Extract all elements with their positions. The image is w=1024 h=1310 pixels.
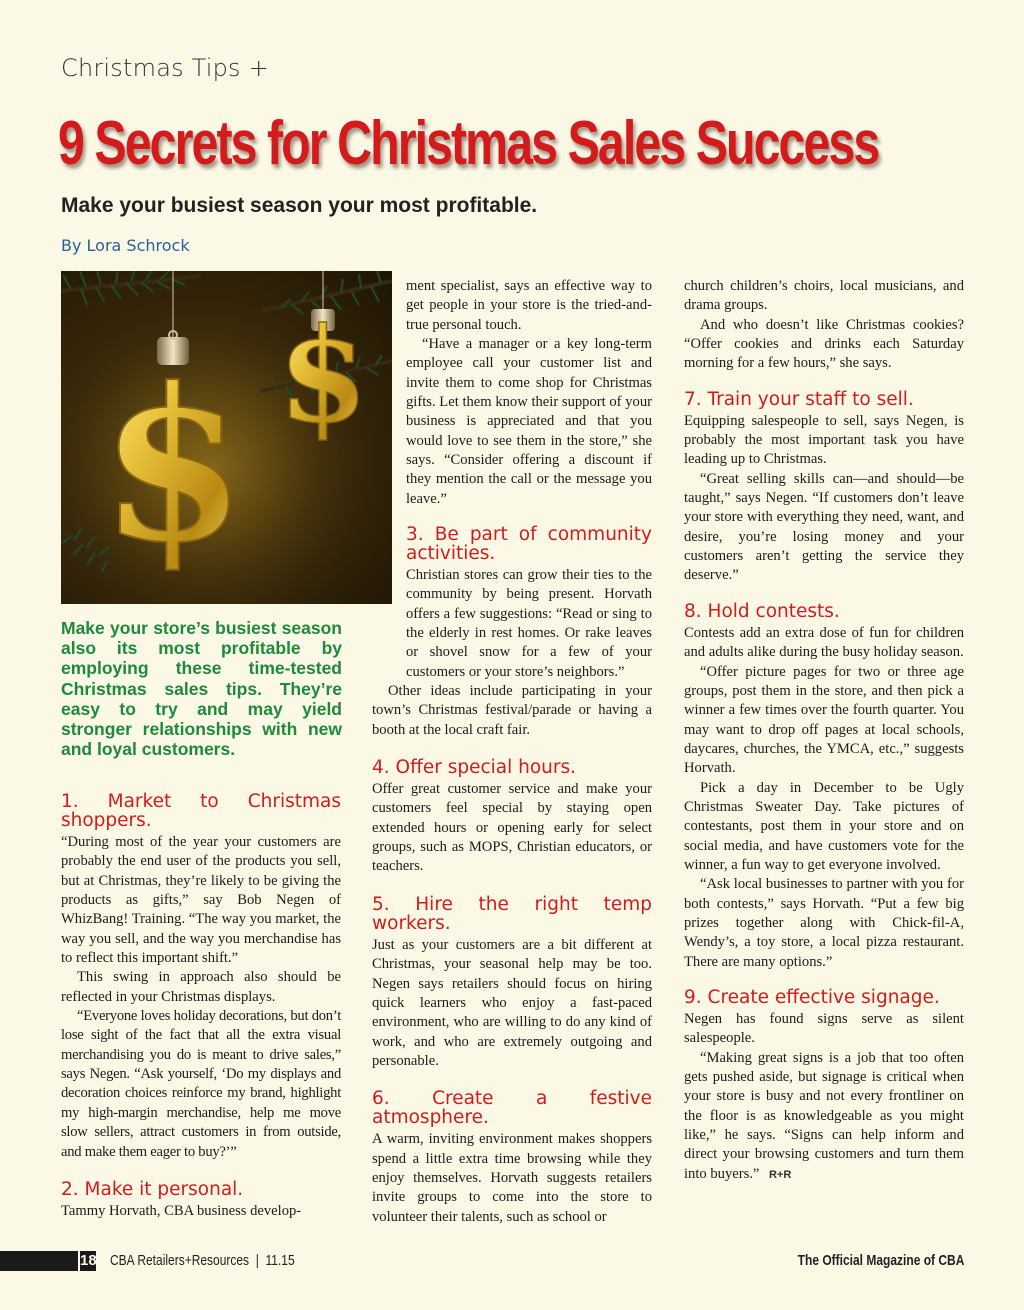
- footer-rule: [0, 1251, 78, 1271]
- final-paragraph-text: “Making great signs is a job that too often gets pushed aside, but signage is critical when your store is busy and not every frontliner on the floor is as knowledgeable as you might like,” he says. “Signs can help inform and direct your browsing customers and turn them into buyers.”: [684, 1049, 964, 1182]
- tip-heading-4: 4. Offer special hours.: [372, 757, 577, 779]
- article-column-2b: [372, 566, 652, 1227]
- article-column-1: [61, 792, 341, 1221]
- tip-heading-2: 2. Make it personal.: [61, 1178, 244, 1200]
- body-paragraph: This swing in approach also should be reflected in your Christmas displays.: [61, 969, 341, 1005]
- dollar-ornament-illustration: [61, 271, 392, 604]
- body-paragraph: “Offer picture pages for two or three age groups, post them in the store, and then pick a winner a few times over the fourth quarter. You may want to drop off pages at local schools, daycares, churches, the YMCA, etc.,” suggests Horvath.: [684, 663, 964, 777]
- tip-heading-7: 7. Train your staff to sell.: [684, 388, 914, 410]
- body-paragraph: Just as your customers are a bit different at Christmas, your seasonal help may be too. Negen says retailers should focus on hiring quick learners who enjoy a fast-paced environment, who are willing to do any kind of work, and who are extremely outgoing and personable.: [372, 936, 652, 1069]
- footer-tagline: The Official Magazine of CBA: [797, 1252, 964, 1269]
- article-headline: 9 Secrets for Christmas Sales Success: [58, 109, 879, 178]
- article-column-3: [684, 277, 964, 1185]
- body-paragraph: Offer great customer service and make your customers feel special by staying open extended hours or opening early for select groups, such as MOPS, Christian educators, or teachers.: [372, 781, 652, 875]
- body-paragraph: Negen has found signs serve as silent salespeople.: [684, 1011, 964, 1047]
- body-paragraph: Pick a day in December to be Ugly Christmas Sweater Day. Take pictures of contestants, post them in your store and on social media, and have customers vote for the winner, a fun way to get everyone involved.: [684, 779, 964, 873]
- body-paragraph: “Ask local businesses to partner with you for both contests,” says Horvath. “Put a few big prizes together along with Chick-fil-A, Wendy’s, a toy store, a local pizza restaurant. There are many options.”: [684, 876, 964, 970]
- svg-text:$: $: [99, 342, 247, 589]
- body-paragraph: ment specialist, says an effective way to get people in your store is the tried-and-true personal touch.: [406, 278, 652, 333]
- ornament-photo: [61, 271, 392, 604]
- body-paragraph: “Have a manager or a key long-term employee call your customer list and invite them to come shop for Christmas gifts. Let them know their support of your business is appreciated and that you would love to see them in the store,” she says. “Consider offering a discount if they mention the call or the message you leave.”: [406, 336, 652, 507]
- body-paragraph: Christian stores can grow their ties to the community by being present. Horvath offers a few suggestions: “Read or sing to the elderly in rest homes. Or rake leaves or shovel snow for a few of your customers or your store’s neighbors.”: [406, 567, 652, 680]
- svg-text:$: $: [277, 299, 369, 452]
- article-column-2a: [406, 277, 652, 563]
- body-paragraph: “Everyone loves holiday decorations, but don’t lose sight of the fact that all the extra visual merchandising you do is meant to drive sales,” says Negen. “Ask yourself, ‘Do my displays and decoration choices reinforce my brand, highlight my high-margin merchandise, help me move slow sellers, attract customers in from outside, and make them eager to buy?’”: [61, 1008, 341, 1160]
- tip-heading-6: 6. Create a festive atmosphere.: [372, 1088, 652, 1129]
- tip-heading-5: 5. Hire the right temp workers.: [372, 893, 652, 934]
- body-paragraph: Contests add an extra dose of fun for children and adults alike during the busy holiday season.: [684, 624, 964, 661]
- body-paragraph: Other ideas include participating in your town’s Christmas festival/parade or having a booth at the local craft fair.: [372, 683, 652, 738]
- body-paragraph: Equipping salespeople to sell, says Negen, is probably the most important task you have leading up to Christmas.: [684, 412, 964, 468]
- body-paragraph: church children’s choirs, local musicians, and drama groups.: [684, 278, 964, 314]
- article-deck: Make your busiest season your most profitable.: [61, 194, 538, 217]
- body-paragraph: And who doesn’t like Christmas cookies? “Offer cookies and drinks each Saturday morning for a few hours,” she says.: [684, 316, 964, 372]
- page-number: 18: [80, 1252, 97, 1269]
- body-paragraph: “Great selling skills can—and should—be taught,” says Negen. “If customers don’t leave your store with everything they need, want, and desire, you’re losing money and your customers aren’t getting the service they deserve.”: [684, 470, 964, 584]
- body-paragraph: Tammy Horvath, CBA business develop-: [61, 1202, 302, 1219]
- body-paragraph: “During most of the year your customers are probably the end user of the products you sell, but at Christmas, they’re likely to be giving the products as gifts,” say Bob Negen of WhizBang! Training. “The way you market, the way you sell, and the way you merchandise has to reflect this important shift.”: [61, 834, 341, 967]
- section-kicker: Christmas Tips +: [61, 54, 269, 82]
- body-paragraph: A warm, inviting environment makes shoppers spend a little extra time browsing while they enjoy themselves. Horvath suggests retailers invite groups to come into the store to volunteer their talents, such as school or: [372, 1131, 652, 1225]
- end-mark: R+R: [769, 1168, 792, 1181]
- footer-publication: CBA Retailers+Resources | 11.15: [110, 1252, 295, 1269]
- tip-heading-3: 3. Be part of community activities.: [406, 524, 652, 565]
- tip-heading-1: 1. Market to Christmas shoppers.: [61, 791, 341, 831]
- article-byline: By Lora Schrock: [61, 236, 190, 255]
- tip-heading-8: 8. Hold contests.: [684, 600, 840, 622]
- tip-heading-9: 9. Create effective signage.: [684, 987, 940, 1008]
- body-paragraph: [684, 1049, 964, 1185]
- pull-quote: Make your store’s busiest season also its most profitable by employing these time-tested Christmas sales tips. They’re easy to try and may yield stronger relationships with new and loyal customers.: [61, 618, 342, 760]
